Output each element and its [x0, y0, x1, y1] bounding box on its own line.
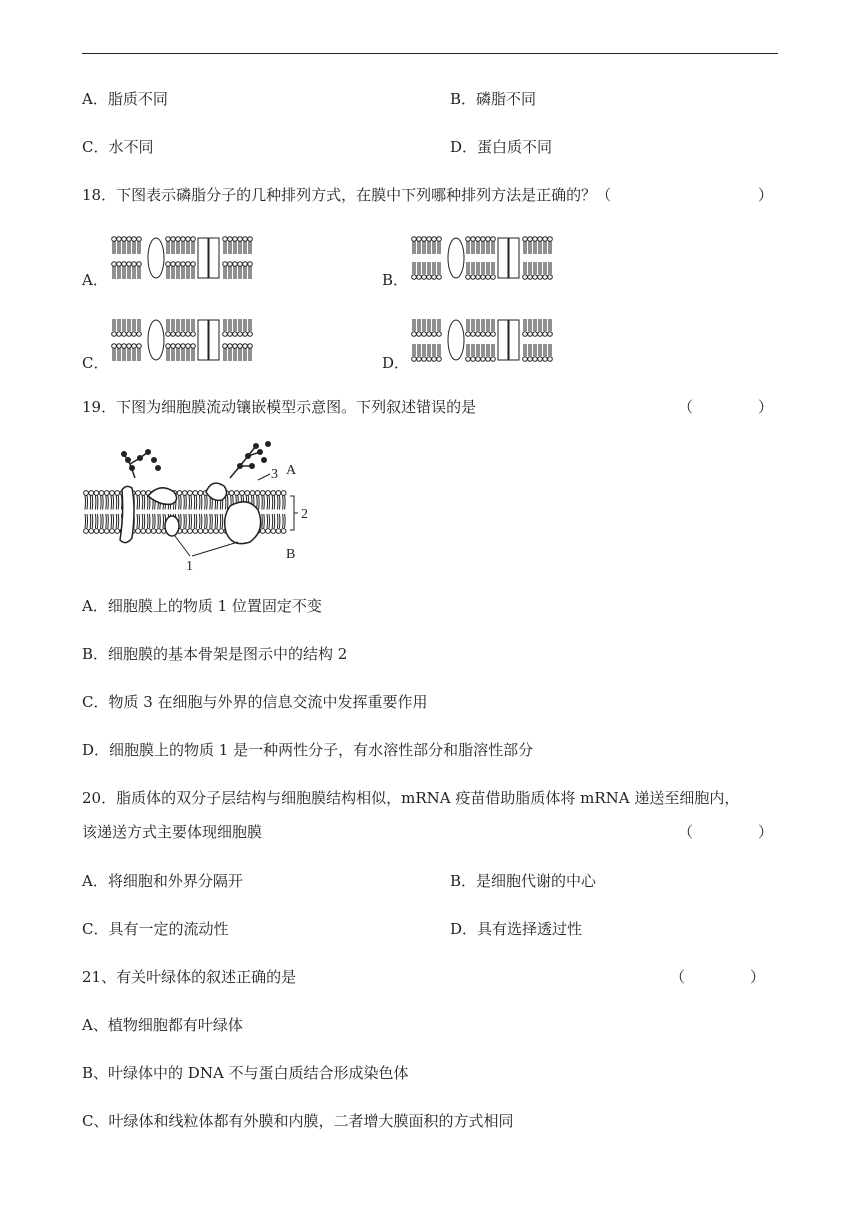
q21-option-a[interactable]: A、植物细胞都有叶绿体 [82, 1016, 243, 1034]
q21-option-b[interactable]: B、叶绿体中的 DNA 不与蛋白质结合形成染色体 [82, 1064, 409, 1082]
q18-diagram-a [110, 234, 258, 284]
q19-paren-open: （ [678, 398, 694, 416]
q18-paren-close: ） [758, 186, 774, 204]
q18-label-c[interactable]: C． [82, 354, 109, 372]
q19-stem: 19．下图为细胞膜流动镶嵌模型示意图。下列叙述错误的是 [82, 398, 477, 416]
q18-label-d[interactable]: D． [382, 354, 410, 372]
q19-paren-close: ） [758, 398, 774, 416]
q20-option-d[interactable]: D．具有选择透过性 [450, 920, 583, 938]
q19-option-c[interactable]: C．物质 3 在细胞与外界的信息交流中发挥重要作用 [82, 693, 428, 711]
q21-paren-close: ） [750, 968, 766, 986]
q17-option-b[interactable]: B．磷脂不同 [450, 90, 537, 108]
q19-option-d[interactable]: D．细胞膜上的物质 1 是一种两性分子，有水溶性部分和脂溶性部分 [82, 741, 534, 759]
q20-option-a[interactable]: A．将细胞和外界分隔开 [82, 872, 243, 890]
q17-option-a[interactable]: A．脂质不同 [82, 90, 168, 108]
q19-option-a[interactable]: A．细胞膜上的物质 1 位置固定不变 [82, 597, 322, 615]
q18-diagram-c [110, 316, 258, 366]
fig-label-1: 1 [186, 559, 193, 574]
q20-option-b[interactable]: B．是细胞代谢的中心 [450, 872, 597, 890]
fluid-mosaic-diagram [80, 438, 330, 574]
q20-paren-close: ） [758, 823, 774, 841]
fig-label-A: A [286, 463, 297, 478]
q18-label-a[interactable]: A． [82, 271, 108, 289]
q20-option-c[interactable]: C．具有一定的流动性 [82, 920, 229, 938]
fig-label-B: B [286, 547, 296, 562]
q18-diagram-b [410, 234, 558, 284]
q21-option-c[interactable]: C、叶绿体和线粒体都有外膜和内膜，二者增大膜面积的方式相同 [82, 1112, 514, 1130]
q21-paren-open: （ [670, 968, 686, 986]
q17-option-c[interactable]: C．水不同 [82, 138, 154, 156]
fig-label-3: 3 [271, 467, 278, 482]
q20-paren-open: （ [678, 823, 694, 841]
q21-stem: 21、有关叶绿体的叙述正确的是 [82, 968, 297, 986]
q18-diagram-d [410, 316, 558, 366]
q20-stem-line2: 该递送方式主要体现细胞膜 [82, 823, 263, 841]
q18-stem: 18．下图表示磷脂分子的几种排列方式，在膜中下列哪种排列方法是正确的？（ [82, 186, 612, 204]
q17-option-d[interactable]: D．蛋白质不同 [450, 138, 553, 156]
q19-option-b[interactable]: B．细胞膜的基本骨架是图示中的结构 2 [82, 645, 348, 663]
header-rule [82, 53, 778, 54]
fig-label-2: 2 [301, 507, 308, 522]
q18-label-b[interactable]: B． [382, 271, 409, 289]
q20-stem-line1: 20．脂质体的双分子层结构与细胞膜结构相似，mRNA 疫苗借助脂质体将 mRNA 递送至细胞内， [82, 789, 740, 807]
